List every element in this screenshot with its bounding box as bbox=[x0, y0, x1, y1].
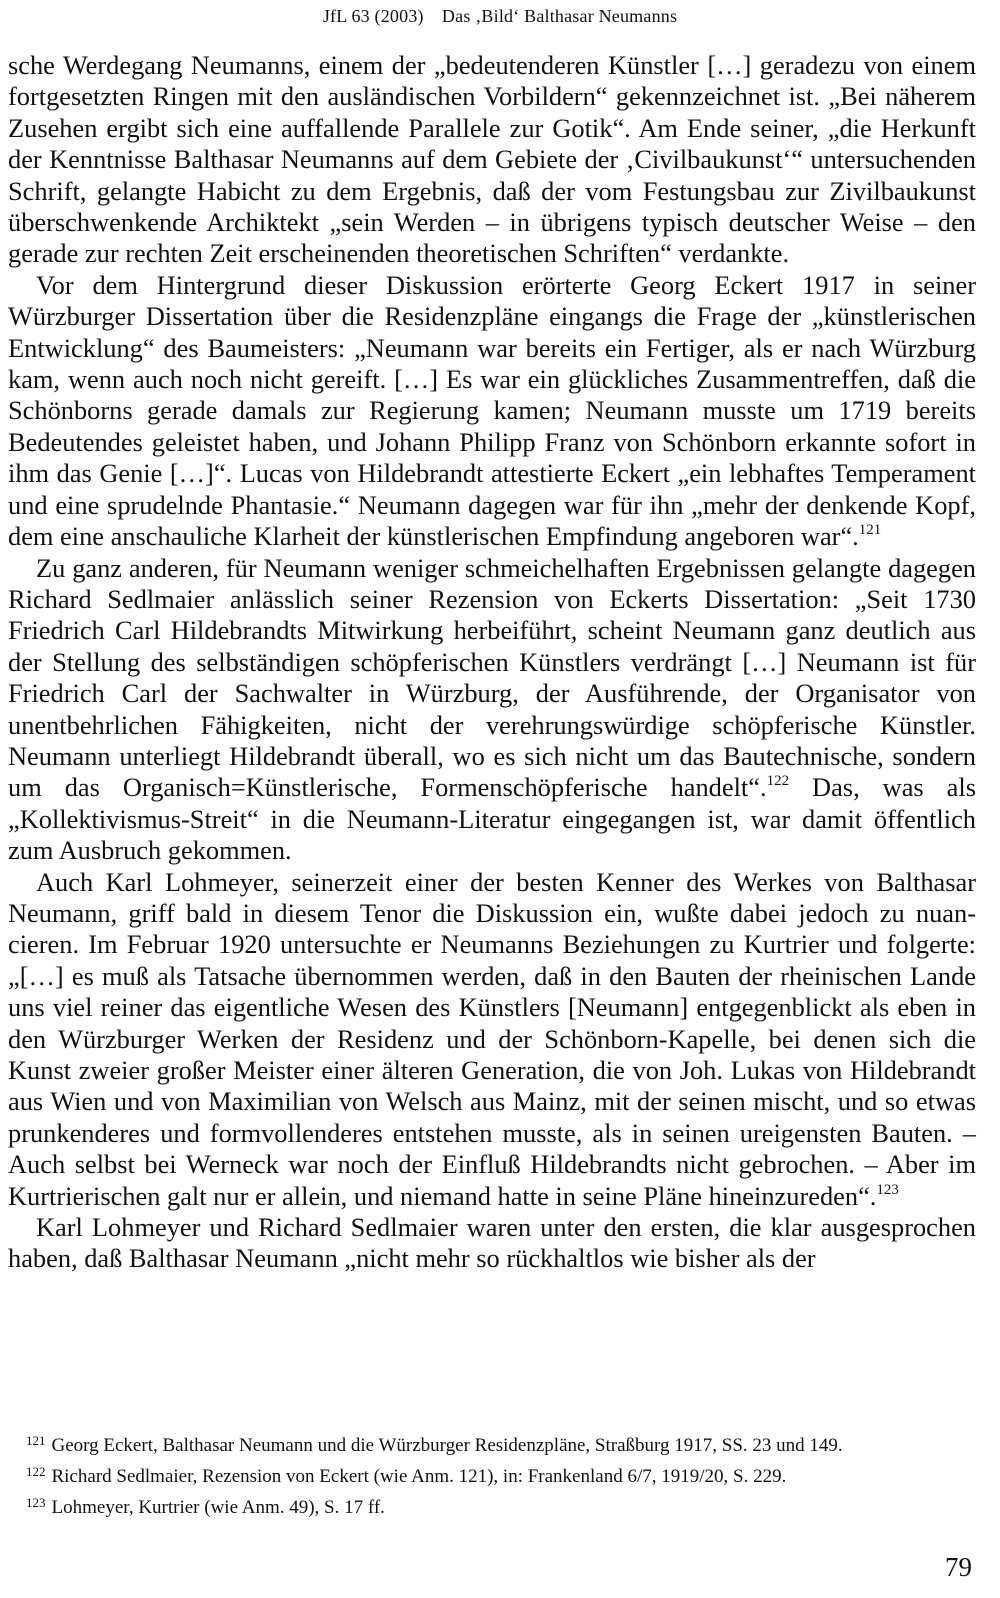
footnote bbox=[26, 1428, 986, 1459]
paragraph-text: Karl Lohmeyer und Richard Sedlmaier waren unter den ersten, die klar ausgesprochen haben, daß Balthasar Neumann „nicht mehr so rückhaltlos wie bisher als der bbox=[8, 1212, 976, 1274]
running-header: JfL 63 (2003) Das ‚Bild‘ Balthasar Neumanns bbox=[322, 6, 678, 26]
body-text bbox=[8, 50, 976, 1275]
footnote-reference: 123 bbox=[876, 1181, 899, 1198]
footnotes bbox=[26, 1428, 986, 1521]
footnote-reference: 122 bbox=[766, 773, 790, 790]
footnote-text: Lohmeyer, Kurtrier (wie Anm. 49), S. 17 ff. bbox=[51, 1497, 385, 1518]
paragraph bbox=[8, 553, 976, 867]
paragraph bbox=[8, 270, 976, 553]
paragraph-text: sche Werdegang Neumanns, einem der „bedeutenderen Künstler […] geradezu von einem fortgesetzten Ringen mit den ausländischen Vorbildern“ gekennzeichnet ist. „Bei näherem Zusehen ergibt sich eine auffallende Parallele zur Gotik“. Am Ende seiner, „die Herkunft der Kenntnisse Balthasar Neumanns auf dem Gebiete der ‚Civilbaukunst‘“ untersuchenden Schrift, gelangte Habicht zu dem Ergebnis, daß der vom Festungsbau zur Zivilbaukunst überschwenkende Archiktekt „sein Werden – in übrigens typisch deutscher Weise – den gerade zur rechten Zeit erscheinenden theoretischen Schriften“ verdankte. bbox=[8, 50, 976, 269]
footnote bbox=[26, 1490, 986, 1521]
footnote-text: Georg Eckert, Balthasar Neumann und die Würzburger Residenzpläne, Straßburg 1917, SS. 23 und 149. bbox=[51, 1435, 843, 1456]
footnote-text: Richard Sedlmaier, Rezension von Eckert (wie Anm. 121), in: Frankenland 6/7, 1919/20, S. 229. bbox=[51, 1466, 787, 1487]
footnote-reference: 121 bbox=[858, 522, 882, 539]
paragraph bbox=[8, 867, 976, 1212]
paragraph-text: Auch Karl Lohmeyer, seinerzeit einer der besten Kenner des Werkes von Balthasar Neumann, griff bald in diesem Tenor die Diskussion ein, wußte dabei jedoch zu nuancieren. Im Februar 1920 untersuchte er Neumanns Beziehungen zu Kurtrier und folgerte: „[…] es muß als Tatsache übernommen werden, daß in den Bauten der rheinischen Lande uns viel reiner das eigentliche Wesen des Künstlers [Neumann] entgegenblickt als eben in den Würzburger Werken der Residenz und der Schönborn-Kapelle, bei denen sich die Kunst zweier großer Meister einer älteren Generation, die von Joh. Lukas von Hildebrandt aus Wien und von Maximilian von Welsch aus Mainz, mit der seinen mischt, und so etwas prunkenderes und formvollenderes entstehen musste, als in seinen ureigensten Bauten. – Auch selbst bei Werneck war noch der Einfluß Hildebrandts nicht gebrochen. – Aber im Kurtrierischen galt nur er allein, und niemand hatte in seine Pläne hineinzureden“. bbox=[8, 866, 976, 1211]
paragraph-text: Das, was als „Kollektivismus-Streit“ in die Neumann-Literatur eingegangen ist, war damit öffentlich zum Ausbruch gekommen. bbox=[8, 772, 976, 866]
page-number: 79 bbox=[945, 1552, 972, 1582]
paragraph-text: Zu ganz anderen, für Neumann weniger schmeichelhaften Ergebnissen gelangte dagegen Richard Sedlmaier anlässlich seiner Rezension von Eckerts Dissertation: „Seit 1730 Friedrich Carl Hildebrandts Mitwirkung herbeiführt, scheint Neumann ganz deutlich aus der Stellung des selbständigen schöpferischen Künstlers verdrängt […] Neumann ist für Friedrich Carl der Sachwalter in Würzburg, der Ausführende, der Organisator von unentbehrlichen Fähigkeiten, nicht der verehrungswürdige schöpferische Künstler. Neumann unterliegt Hildebrandt überall, wo es sich nicht um das Bautechnische, sondern um das Organisch=Künstlerische, Formenschöpferische handelt“. bbox=[8, 552, 976, 803]
footnote-number: 123 bbox=[26, 1495, 46, 1510]
paragraph bbox=[8, 50, 976, 270]
footnote-number: 121 bbox=[26, 1433, 46, 1448]
paragraph bbox=[8, 1212, 976, 1275]
footnote bbox=[26, 1459, 986, 1490]
paragraph-text: Vor dem Hintergrund dieser Diskussion erörterte Georg Eckert 1917 in seiner Würzburger Dissertation über die Residenzpläne eingangs die Frage der „künstlerischen Entwicklung“ des Baumeisters: „Neumann war bereits ein Fertiger, als er nach Würzburg kam, wenn auch noch nicht gereift. […] Es war ein glückliches Zusammentreffen, daß die Schönborns gerade damals zur Regierung kamen; Neumann musste um 1719 bereits Bedeutendes geleistet haben, und Johann Philipp Franz von Schönborn erkannte sofort in ihm das Genie […]“. Lucas von Hildebrandt attestierte Eckert „ein lebhaftes Temperament und eine sprudelnde Phantasie.“ Neumann dagegen war für ihn „mehr der denkende Kopf, dem eine anschauliche Klarheit der künstlerischen Empfindung angeboren war“. bbox=[8, 269, 976, 552]
footnote-number: 122 bbox=[26, 1464, 46, 1479]
